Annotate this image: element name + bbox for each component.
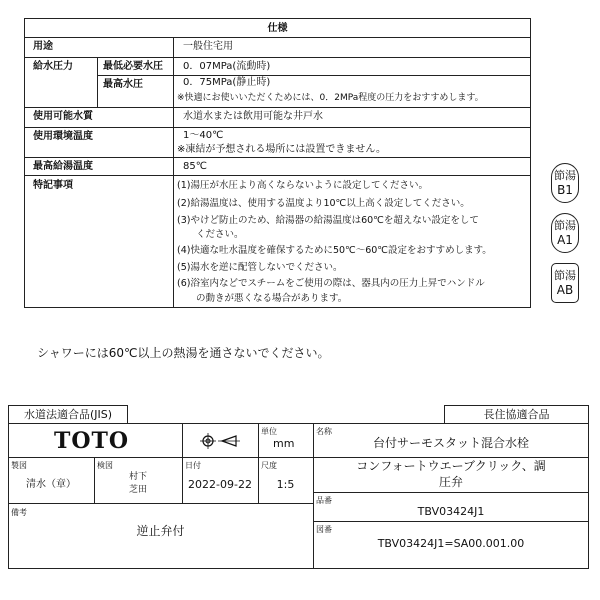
use-label: 用途 [33, 41, 53, 52]
notes-label: 特記事項 [33, 180, 73, 191]
env-temp-value: 1～40℃ [183, 130, 224, 141]
pressure-label: 給水圧力 [33, 61, 73, 72]
checked-value: 村下 [128, 472, 147, 482]
env-temp-label: 使用環境温度 [33, 131, 93, 142]
badge-bottom-text: B1 [557, 183, 573, 197]
drawn-label: 製図 [11, 461, 27, 470]
title-block [8, 405, 589, 569]
description-line-2: 圧弁 [438, 475, 463, 489]
note-line: (6)浴室内などでスチームをご使用の際は、器具内の圧力上昇でハンドル [177, 278, 485, 289]
badge-bottom-text: A1 [557, 233, 573, 247]
note-line: (4)快適な吐水温度を確保するために50℃～60℃設定をおすすめします。 [177, 245, 492, 256]
min-pressure-label: 最低必要水圧 [103, 61, 163, 72]
choukyo-label: 長住協適合品 [483, 408, 550, 421]
min-pressure-value: 0．07MPa(流動時) [183, 61, 271, 72]
date-value: 2022-09-22 [188, 478, 252, 491]
drawing-label: 図番 [316, 525, 332, 534]
note-line: (3)やけど防止のため、給湯器の給湯温度は60℃を超えない設定をして [177, 215, 479, 226]
note-line: (5)湯水を逆に配管しないでください。 [177, 262, 343, 273]
spec-title: 仕様 [267, 23, 288, 34]
note-line: (2)給湯温度は、使用する温度より10℃以上高く設定してください。 [177, 198, 470, 209]
note-line: (1)湯圧が水圧より高くならないように設定してください。 [177, 180, 428, 191]
part-number: TBV03424J1 [417, 505, 485, 518]
checked-label: 検図 [97, 461, 113, 470]
description-line-1: コンフォートウエーブクリック、調 [356, 459, 546, 473]
date-label: 日付 [185, 461, 201, 470]
badge-bottom-text: AB [556, 283, 574, 297]
shower-warning: シャワーには60℃以上の熱湯を通さないでください。 [37, 346, 330, 360]
choukyo-label-box [444, 405, 589, 423]
badge-top-text: 節湯 [554, 269, 576, 282]
water-label: 使用可能水質 [33, 111, 93, 122]
env-temp-note: ※凍結が予想される場所には設置できません。 [177, 144, 386, 155]
pressure-note: ※快適にお使いいただくためには、0．2MPa程度の圧力をおすすめします。 [177, 93, 484, 103]
drawing-number: TBV03424J1=SA00.001.00 [377, 537, 525, 550]
water-saving-badge-a1 [551, 213, 579, 253]
projection-symbol-icon [200, 433, 240, 449]
spec-table [24, 18, 531, 308]
jis-label: 水道法適合品(JIS) [23, 408, 113, 421]
unit-label: 単位 [261, 427, 277, 436]
water-saving-badge-ab [551, 263, 579, 303]
remarks-label: 備考 [11, 508, 27, 517]
name-label: 名称 [316, 427, 332, 436]
checked-value: 芝田 [128, 485, 147, 495]
scale-value: 1:5 [276, 478, 295, 491]
unit-value: mm [273, 437, 295, 450]
toto-logo: TOTO [54, 428, 130, 454]
badge-top-text: 節湯 [554, 169, 576, 182]
badge-top-text: 節湯 [554, 219, 576, 232]
use-value: 一般住宅用 [183, 41, 233, 52]
water-saving-badge-b1 [551, 163, 579, 203]
scale-label: 尺度 [261, 461, 277, 470]
name-value: 台付サーモスタット混合水栓 [372, 436, 529, 450]
note-line: の動きが悪くなる場合があります。 [177, 293, 348, 304]
jis-label-box [8, 405, 128, 423]
drawn-value: 清水（章） [26, 479, 76, 490]
max-pressure-label: 最高水圧 [103, 79, 143, 90]
water-value: 水道水または飲用可能な井戸水 [183, 111, 323, 122]
remarks-value: 逆止弁付 [136, 524, 185, 538]
max-hot-label: 最高給湯温度 [33, 161, 93, 172]
max-pressure-value: 0．75MPa(静止時) [183, 77, 271, 88]
note-line: ください。 [177, 229, 244, 240]
part-label: 品番 [316, 496, 332, 505]
max-hot-value: 85℃ [183, 161, 207, 172]
